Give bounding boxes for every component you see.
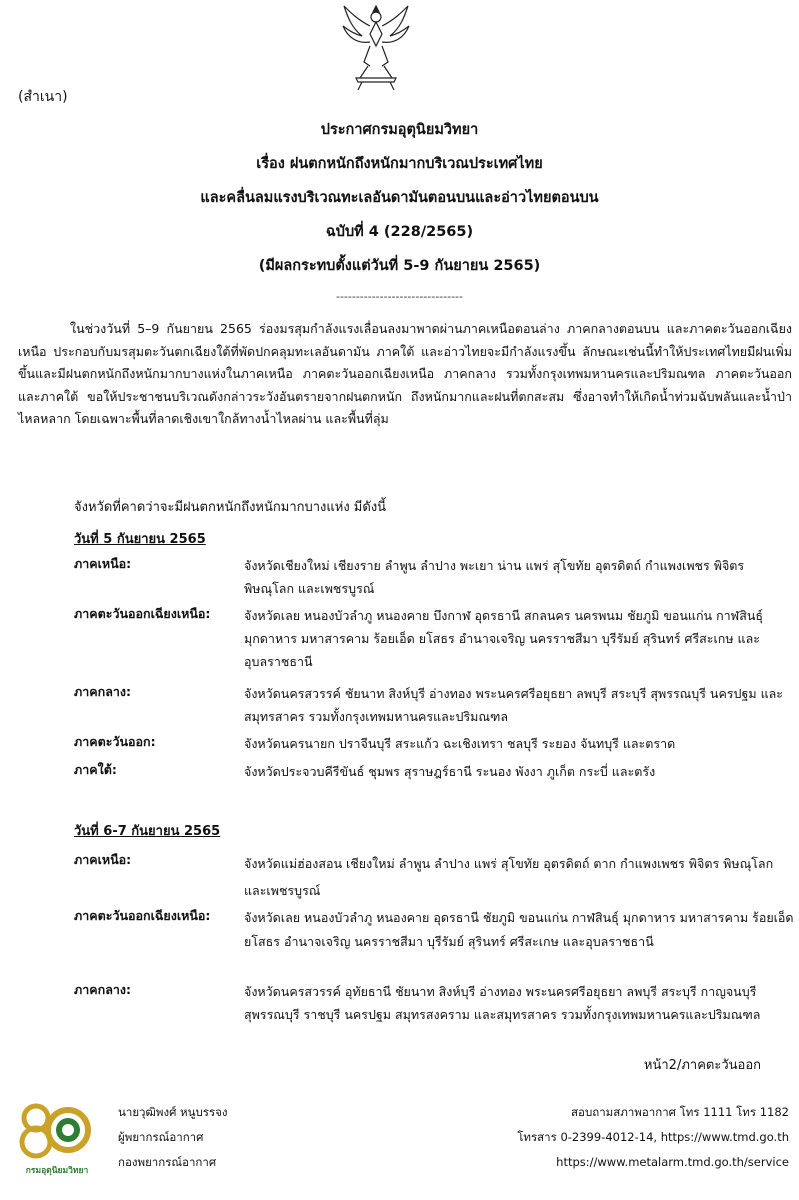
announcement-title: ประกาศกรมอุตุนิยมวิทยา — [320, 122, 479, 138]
body-paragraph — [18, 318, 792, 431]
day1-date: วันที่ 5 กันยายน 2565 — [74, 532, 206, 547]
day1-provinces-east: จังหวัดนครนายก ปราจีนบุรี สระแก้ว ฉะเชิงเทรา ชลบุรี ระยอง จันทบุรี และตราด — [244, 736, 676, 751]
day1-region-east: ภาคตะวันออก: — [74, 734, 156, 749]
divider: -------------------------------- — [335, 290, 463, 303]
day2-region-central: ภาคกลาง: — [74, 982, 131, 997]
day2-provinces-northeast: จังหวัดเลย หนองบัวลำภู หนองคาย อุดรธานี ชัยภูมิ ขอนแก่น กาฬสินธุ์ มุกดาหาร มหาสารคาม ร้อยเอ็ด ยโสธร อำนาจเจริญ นครราชสีมา บุรีรัมย์ สุรินทร์ ศรีสะเกษ และอุบลราชธานี — [244, 910, 794, 949]
effective-dates: (มีผลกระทบตั้งแต่วันที่ 5-9 กันยายน 2565) — [258, 258, 541, 274]
body-paragraph-text: ในช่วงวันที่ 5–9 กันยายน 2565 ร่องมรสุมกำลังแรงเลื่อนลงมาพาดผ่านภาคเหนือตอนล่าง ภาคกลางตอนบน และภาคตะวันออกเฉียงเหนือ ประกอบกับมรสุมตะวันตกเฉียงใต้ที่พัดปกคลุมทะเลอันดามัน ภาคใต้ และอ่าวไทยจะมีกำลังแรงขึ้น ลักษณะเช่นนี้ทำให้ประเทศไทยมีฝนเพิ่มขึ้นและมีฝนตกหนักถึงหนักมากบางแห่งในภาคเหนือ ภาคตะวันออกเฉียงเหนือ ภาคกลาง รวมทั้งกรุงเทพมหานครและปริมณฑล ภาคตะวันออก และภาคใต้ ขอให้ประชาชนบริเวณดังกล่าวระวังอันตรายจากฝนตกหนัก ถึงหนักมากและฝนที่ตกสะสม ซึ่งอาจทำให้เกิดน้ำท่วมฉับพลันและน้ำป่าไหลหลาก โดยเฉพาะพื้นที่ลาดเชิงเขาใกล้ทางน้ำไหลผ่าน และพื้นที่ลุ่ม — [18, 321, 792, 426]
day2-region-north: ภาคเหนือ: — [74, 852, 132, 867]
contact-phone: สอบถามสภาพอากาศ โทร 1111 โทร 1182 — [571, 1105, 789, 1119]
tmd-logo-caption — [14, 1162, 100, 1178]
contact-service-url[interactable]: https://www.metalarm.tmd.go.th/service — [556, 1155, 789, 1169]
garuda-emblem-icon — [340, 0, 412, 92]
day2-provinces-central: จังหวัดนครสวรรค์ อุทัยธานี ชัยนาท สิงห์บุรี อ่างทอง พระนครศรีอยุธยา ลพบุรี สระบุรี กาญจนบุรี สุพรรณบุรี ราชบุรี นครปฐม สมุทรสงคราม และสมุทรสาคร รวมทั้งกรุงเทพมหานครและปริมณฑล — [244, 984, 761, 1022]
province-intro: จังหวัดที่คาดว่าจะมีฝนตกหนักถึงหนักมากบางแห่ง มีดังนี้ — [74, 500, 387, 515]
issue-number: ฉบับที่ 4 (228/2565) — [325, 224, 474, 240]
day1-provinces-south: จังหวัดประจวบคีรีขันธ์ ชุมพร สุราษฎร์ธานี ระนอง พังงา ภูเก็ต กระบี่ และตรัง — [244, 764, 656, 779]
signer-block — [118, 1100, 228, 1175]
continued-on-page: หน้า2/ภาคตะวันออก — [643, 1058, 761, 1073]
day2-region-northeast: ภาคตะวันออกเฉียงเหนือ: — [74, 908, 211, 923]
day2-provinces-north: จังหวัดแม่ฮ่องสอน เชียงใหม่ ลำพูน ลำปาง แพร่ สุโขทัย อุตรดิตถ์ ตาก กำแพงเพชร พิจิตร พิษณุโลก และเพชรบูรณ์ — [244, 856, 774, 898]
day1-region-north: ภาคเหนือ: — [74, 556, 132, 571]
signer-department: กองพยากรณ์อากาศ — [118, 1155, 217, 1169]
contact-block — [517, 1100, 789, 1175]
subject-line-2: และคลื่นลมแรงบริเวณทะเลอันดามันตอนบนและอ่าวไทยตอนบน — [200, 190, 599, 206]
day1-region-central: ภาคกลาง: — [74, 684, 131, 699]
copy-tag: (สำเนา) — [18, 89, 68, 105]
signer-name: นายวุฒิพงศ์ หนูบรรจง — [118, 1105, 228, 1119]
contact-fax-website[interactable]: โทรสาร 0-2399-4012-14, https://www.tmd.go.th — [517, 1130, 789, 1144]
logo-text: กรมอุตุนิยมวิทยา — [25, 1166, 89, 1176]
day2-date: วันที่ 6-7 กันยายน 2565 — [74, 824, 221, 839]
day1-provinces-central: จังหวัดนครสวรรค์ ชัยนาท สิงห์บุรี อ่างทอง พระนครศรีอยุธยา ลพบุรี สระบุรี สุพรรณบุรี นครปฐม และสมุทรสาคร รวมทั้งกรุงเทพมหานครและปริมณฑล — [244, 686, 783, 724]
signer-title: ผู้พยากรณ์อากาศ — [118, 1130, 204, 1144]
subject-line-1: เรื่อง ฝนตกหนักถึงหนักมากบริเวณประเทศไทย — [256, 156, 543, 172]
tmd-80th-anniversary-logo — [16, 1098, 94, 1168]
day1-provinces-northeast: จังหวัดเลย หนองบัวลำภู หนองคาย บึงกาฬ อุดรธานี สกลนคร นครพนม ชัยภูมิ ขอนแก่น กาฬสินธุ์ มุกดาหาร มหาสารคาม ร้อยเอ็ด ยโสธร อำนาจเจริญ นครราชสีมา บุรีรัมย์ สุรินทร์ ศรีสะเกษ และอุบลราชธานี — [244, 608, 764, 669]
day1-region-south: ภาคใต้: — [74, 762, 117, 777]
day1-provinces-north: จังหวัดเชียงใหม่ เชียงราย ลำพูน ลำปาง พะเยา น่าน แพร่ สุโขทัย อุตรดิตถ์ กำแพงเพชร พิจิตร พิษณุโลก และเพชรบูรณ์ — [244, 558, 745, 596]
day1-region-northeast: ภาคตะวันออกเฉียงเหนือ: — [74, 606, 211, 621]
